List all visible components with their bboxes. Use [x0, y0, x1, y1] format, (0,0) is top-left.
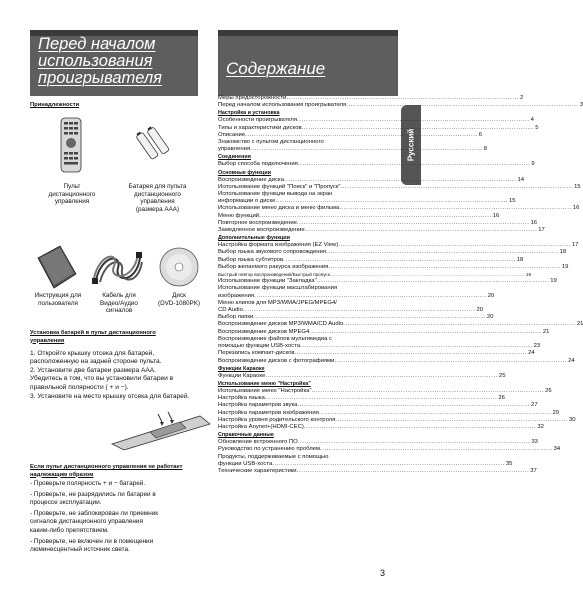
- toc-entry: [218, 263, 569, 271]
- cable-caption: Кабель для Видео/Аудио сигналов: [100, 292, 138, 315]
- toc-entry-title: Типы и характеристики дисков: [218, 124, 302, 131]
- section-header-before-use: [30, 30, 198, 96]
- toc-entry: [218, 198, 516, 205]
- toc-entry-title: Использование меню "Настройка": [218, 387, 312, 394]
- toc-entry: [218, 256, 524, 264]
- toc-entry: [218, 176, 525, 184]
- toc-entry-title: Использование меню диска и меню фильма: [218, 205, 340, 212]
- toc-entry: [218, 205, 580, 212]
- toc-entry-title: Быстрый повтор воспроизведения/Быстрый пропуск: [218, 272, 330, 278]
- toc-leader-dots: [250, 146, 483, 153]
- battery-step-3: 3. Установите на место крышку отсека для батарей.: [30, 393, 190, 400]
- toc-entry-title: Функции Караоке: [218, 372, 266, 379]
- toc-leader-dots: [305, 227, 538, 234]
- toc-entry-page: 27: [531, 402, 538, 409]
- toc-entry-title: Описание: [218, 131, 246, 138]
- toc-entry: [218, 321, 583, 328]
- toc-entry-title: Особенности проигрывателя: [218, 117, 298, 124]
- toc-entry-page: 30: [568, 416, 576, 423]
- toc-entry-page: 25: [498, 372, 506, 379]
- toc-entry-page: 17: [538, 227, 545, 234]
- toc-leader-dots: [341, 184, 574, 191]
- toc-entry: [218, 328, 550, 336]
- toc-entry-page: 33: [531, 439, 538, 446]
- toc-section-heading: Использование меню "Настройка": [218, 380, 311, 387]
- toc-entry: [218, 314, 494, 321]
- toc-entry-page: 8: [483, 146, 488, 153]
- disc-caption: Диск (DVD-1080PK): [158, 292, 200, 307]
- toc-entry: [218, 467, 537, 475]
- toc-entry-page: 19: [550, 278, 557, 285]
- header-top-bar: [218, 30, 398, 36]
- toc-leader-dots: [254, 293, 487, 300]
- toc-leader-dots: [253, 314, 486, 321]
- toc-entry-page: 19: [525, 272, 532, 278]
- toc-entry: [218, 357, 575, 365]
- toc-entry-title: Воспроизведение дисков с фотографиями: [218, 357, 335, 364]
- toc-leader-dots: [275, 198, 508, 205]
- toc-entry-title: Руководство по устранению проблем: [218, 446, 320, 453]
- header-title: Перед началом использования проигрывателя: [38, 35, 162, 87]
- toc-leader-dots: [319, 410, 552, 417]
- toc-entry-page: 5: [535, 124, 539, 131]
- toc-entry-title: Выбор языка звукового сопровождения: [218, 249, 326, 256]
- battery-install-heading: Установка батарей в пульт дистанционного управления: [30, 330, 156, 344]
- toc-entry-page: 21: [542, 328, 550, 335]
- toc-section-heading: Основные функции: [218, 169, 271, 176]
- toc-entry-title: Меры предосторожности: [218, 95, 287, 101]
- toc-leader-dots: [265, 395, 498, 402]
- toc-leader-dots: [326, 249, 559, 256]
- toc-entry: [218, 454, 396, 461]
- header-title: Содержание: [226, 59, 326, 78]
- toc-leader-dots: [302, 125, 535, 132]
- toc-entry: [218, 372, 506, 380]
- toc-entry-page: 35: [505, 460, 513, 467]
- toc-entry-page: 2: [520, 95, 524, 101]
- toc-entry: [218, 446, 561, 453]
- toc-entry-title: Воспроизведение дисков MP3/WMA/CD Audio: [218, 321, 344, 328]
- toc-leader-dots: [338, 242, 571, 249]
- battery-caption: Батарея для пульта дистанционного управления (размера ААА): [128, 183, 187, 213]
- toc-entry-title: Технические характеристики: [218, 467, 297, 474]
- toc-entry-title: Использование функции масштабирования: [218, 285, 338, 292]
- toc-entry-title: Настройка параметров звука: [218, 402, 298, 409]
- toc-entry-page: 29: [552, 409, 560, 416]
- toc-entry-page: 34: [553, 446, 561, 453]
- toc-entry: [218, 102, 583, 109]
- toc-entry-title: Настройка уровня родительского контроля: [218, 416, 336, 423]
- toc-entry-page: 17: [571, 242, 579, 249]
- toc-entry: [218, 423, 544, 431]
- toc-entry: [218, 343, 541, 350]
- battery-compartment-illustration: [110, 410, 215, 450]
- toc-entry: [218, 285, 396, 292]
- toc-entry: [218, 307, 484, 314]
- toc-leader-dots: [309, 329, 542, 336]
- av-cable-illustration: [92, 248, 144, 288]
- toc-section-heading: Дополнительные функции: [218, 235, 290, 242]
- toc-entry: [218, 212, 500, 220]
- toc-entry-title: Повторное воспроизведение: [218, 219, 297, 226]
- toc-entry-title: изображения: [218, 292, 255, 299]
- toc-entry-title: Настройка языка: [218, 395, 265, 402]
- toc-entry-page: 23: [533, 343, 541, 350]
- language-tab-label: Русский: [406, 128, 416, 162]
- toc-leader-dots: [298, 439, 531, 446]
- toc-entry-page: 18: [559, 249, 567, 256]
- toc-entry-title: CD Audio: [218, 307, 243, 314]
- toc-entry-title: помощью функции USB-хоста: [218, 343, 300, 350]
- toc-entry-page: 16: [572, 205, 580, 212]
- toc-entry: [218, 219, 538, 227]
- toc-entry-page: 20: [486, 314, 494, 321]
- toc-leader-dots: [297, 220, 530, 227]
- toc-entry: [218, 117, 534, 124]
- toc-leader-dots: [295, 350, 528, 357]
- toc-entry: [218, 350, 535, 357]
- toc-entry-page: 20: [476, 307, 484, 314]
- toc-entry-title: Выбор способа подключения: [218, 161, 298, 168]
- manual-caption: Инструкция для пользователя: [34, 292, 82, 307]
- toc-entry-page: 15: [574, 183, 581, 190]
- toc-entry-title: функции USB-хоста: [218, 460, 273, 467]
- troubleshoot-list: [30, 480, 212, 555]
- toc-leader-dots: [284, 177, 517, 184]
- batteries-illustration: [138, 122, 174, 160]
- toc-entry-page: 9: [531, 161, 535, 168]
- toc-entry-title: Выбор желаемого ракурса изображения: [218, 263, 329, 270]
- toc-entry-title: Меню клипов для MP3/WMA/JPEG/MPEG4/: [218, 299, 337, 306]
- toc-entry-title: управления: [218, 146, 251, 153]
- toc-leader-dots: [283, 257, 516, 264]
- toc-entry: [218, 300, 396, 307]
- toc-entry-title: Настройка параметров изображения: [218, 409, 319, 416]
- toc-entry-title: Воспроизведение дисков MPEG4: [218, 328, 310, 335]
- toc-leader-dots: [330, 271, 525, 278]
- battery-step-1: 1. Откройте крышку отсека для батарей, расположенную на задней стороне пульта.: [30, 350, 162, 366]
- toc-entry: [218, 227, 545, 234]
- toc-leader-dots: [335, 417, 568, 424]
- toc-leader-dots: [320, 446, 553, 453]
- toc-leader-dots: [297, 117, 530, 124]
- toc-leader-dots: [297, 402, 530, 409]
- toc-entry-title: Настройка Anynet+(HDMI-CEC): [218, 423, 304, 430]
- remote-caption: Пульт дистанционного управления: [48, 183, 96, 206]
- toc-entry-title: Знакомство с пультом дистанционного: [218, 139, 324, 146]
- toc-entry-page: 24: [568, 357, 575, 364]
- toc-leader-dots: [317, 278, 550, 285]
- toc-leader-dots: [298, 161, 531, 168]
- toc-entry: [218, 139, 396, 146]
- toc-entry-page: 3: [579, 102, 583, 109]
- toc-entry: [218, 271, 532, 278]
- page-number: 3: [380, 568, 386, 578]
- toc-entry: [218, 191, 396, 198]
- section-header-contents: [218, 30, 398, 96]
- toc-leader-dots: [243, 307, 476, 314]
- toc-entry-page: 15: [508, 198, 516, 205]
- toc-entry: [218, 161, 535, 168]
- toc-entry-page: 16: [492, 212, 500, 219]
- toc-entry-title: Настройка формата изображения (EZ View): [218, 242, 339, 249]
- toc-entry-page: 6: [478, 131, 482, 138]
- toc-entry-title: Перед началом использования проигрывателя: [218, 102, 347, 109]
- toc-entry: [218, 439, 538, 446]
- toc-leader-dots: [328, 264, 561, 271]
- toc-entry-title: Воспроизведение файлов мультимедиа с: [218, 335, 332, 342]
- toc-entry: [218, 146, 488, 153]
- toc-entry-page: 19: [561, 263, 569, 270]
- toc-entry-page: 24: [528, 350, 535, 357]
- toc-leader-dots: [245, 132, 478, 139]
- toc-entry-title: Использование функции "Закладка": [218, 278, 317, 285]
- troubleshoot-item: - Проверьте, не разрядились ли батареи в процессе эксплуатации.: [30, 490, 156, 507]
- manual-illustration: [36, 244, 78, 290]
- toc-leader-dots: [334, 358, 567, 365]
- toc-entry-title: Перезапись компакт-дисков: [218, 350, 295, 357]
- toc-entry: [218, 249, 567, 256]
- toc-entry-page: 18: [516, 256, 524, 263]
- disc-illustration: [158, 246, 200, 288]
- toc-leader-dots: [259, 213, 492, 220]
- toc-leader-dots: [312, 388, 545, 395]
- toc-entry-page: 32: [537, 423, 544, 430]
- battery-step-2: 2. Установите две батареи размера ААА. Убедитесь в том, что вы установили батареи в правильной полярности ( + и −).: [30, 367, 174, 391]
- toc-entry: [218, 460, 513, 468]
- remote-control-illustration: [58, 117, 84, 173]
- toc-leader-dots: [265, 373, 498, 380]
- toc-section-heading: Функции Караоке: [218, 365, 265, 372]
- toc-entry-title: Воспроизведение диска: [218, 176, 284, 183]
- toc-entry-title: Обновление встроенного ПО: [218, 439, 298, 446]
- toc-entry-page: 14: [517, 176, 525, 183]
- toc-leader-dots: [300, 343, 533, 350]
- toc-entry-title: Выбор языка субтитров: [218, 256, 284, 263]
- toc-entry-title: Меню функций: [218, 212, 260, 219]
- toc-entry-title: Выбор папки: [218, 314, 254, 321]
- toc-entry-page: 26: [545, 387, 552, 394]
- toc-entry-title: информации о диске: [218, 198, 276, 205]
- toc-entry-page: 21: [576, 321, 583, 328]
- toc-entry: [218, 409, 560, 417]
- toc-entry-title: Использование функции вывода на экран: [218, 191, 333, 198]
- toc-leader-dots: [286, 95, 519, 102]
- toc-leader-dots: [346, 102, 579, 109]
- toc-entry-page: 37: [530, 467, 537, 474]
- toc-entry: [218, 95, 524, 102]
- toc-entry: [218, 183, 581, 191]
- toc-entry: [218, 336, 396, 343]
- toc-entry: [218, 292, 495, 300]
- toc-leader-dots: [343, 321, 576, 328]
- remote-troubleshoot-heading: Если пульт дистанционного управления не работает надлежащим образом: [30, 464, 183, 478]
- toc-leader-dots: [339, 205, 572, 212]
- toc-section-heading: Соединения: [218, 154, 251, 161]
- toc-leader-dots: [304, 424, 537, 431]
- toc-leader-dots: [297, 468, 530, 475]
- troubleshoot-item: - Проверьте, не включен ли в помещении люминесцентный источник света.: [30, 537, 154, 554]
- toc-entry-page: 20: [487, 292, 495, 299]
- toc-entry-page: 26: [498, 395, 505, 402]
- toc-section-heading: Настройка и установка: [218, 110, 280, 117]
- toc-entry: [218, 124, 539, 132]
- troubleshoot-item: - Проверьте, не заблокирован ли приемник сигналов дистанционного управления каким-либо препятствием.: [30, 509, 159, 534]
- toc-entry: [218, 131, 482, 139]
- toc-entry: [218, 402, 538, 409]
- toc-entry-page: 16: [530, 219, 538, 226]
- accessories-heading: Принадлежности: [30, 102, 80, 108]
- toc-leader-dots: [272, 461, 505, 468]
- toc-section-heading: Справочные данные: [218, 432, 274, 439]
- toc-entry-page: 4: [530, 117, 534, 124]
- troubleshoot-item: - Проверьте полярность + и − батарей.: [30, 480, 146, 487]
- toc-entry-title: Использование функций "Поиск" и "Пропуск": [218, 183, 341, 190]
- toc-entry-title: Замедленное воспроизведение: [218, 227, 305, 234]
- toc-entry: [218, 416, 576, 424]
- toc-entry: [218, 278, 557, 285]
- toc-entry: [218, 242, 579, 249]
- toc-entry-title: Продукты, поддерживаемые с помощью: [218, 453, 329, 460]
